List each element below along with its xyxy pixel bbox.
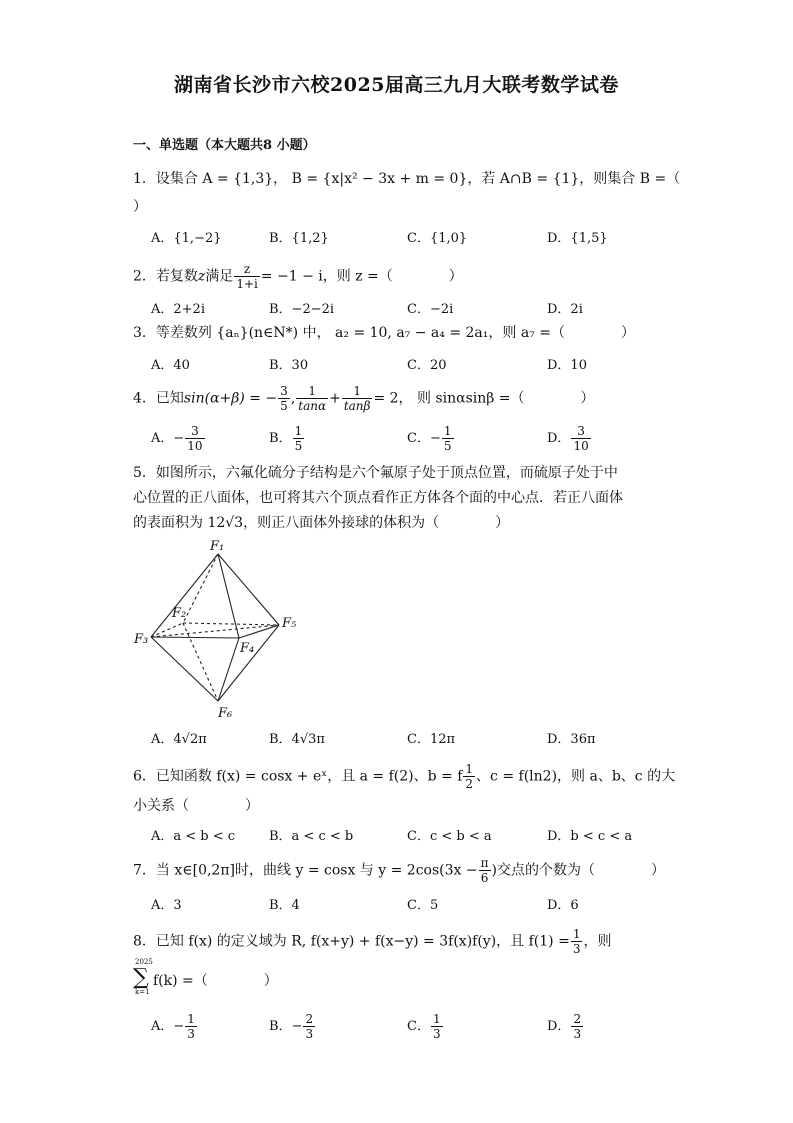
option-label: B． bbox=[269, 431, 292, 446]
frac-num: 2 bbox=[305, 1012, 314, 1026]
q2-pre: 2．若复数 bbox=[133, 268, 198, 285]
q7-frac-den: 6 bbox=[480, 871, 489, 885]
q6-frac-num: 1 bbox=[465, 762, 474, 776]
question-5-line-3: 的表面积为 12√3，则正八面体外接球的体积为（ ） bbox=[133, 515, 510, 531]
option-a[interactable] bbox=[151, 424, 206, 453]
question-1-stem: 1．设集合 A = {1,3}， B = {x|x² − 3x + m = 0}，若 A∩B = {1}，则集合 B =（ bbox=[133, 171, 681, 187]
question-7-stem: 7．当 x∈[0,2π]时，曲线 y = cosx 与 y = 2cos(3x − $\frac{\pi}{6}$ )交点的个数为（ ） bbox=[133, 856, 665, 885]
vertex-label-f4: F₄ bbox=[240, 641, 255, 656]
q4-f3-den: tanβ bbox=[343, 399, 371, 413]
q7-pre: 7．当 x∈[0,2π]时，曲线 y = cosx 与 y = 2cos bbox=[133, 862, 440, 879]
question-1-options bbox=[151, 227, 631, 249]
frac-den: 3 bbox=[432, 1027, 441, 1041]
option-label: A． bbox=[151, 431, 174, 446]
option-c[interactable]: C．{1,0} bbox=[407, 231, 468, 246]
option-fraction bbox=[442, 424, 454, 453]
option-label: D． bbox=[547, 1019, 571, 1034]
q8-frac-den: 3 bbox=[572, 942, 581, 956]
option-sign: − bbox=[429, 431, 441, 446]
option-d[interactable] bbox=[547, 1012, 584, 1041]
option-d[interactable]: D．b < c < a bbox=[547, 829, 633, 844]
option-a[interactable]: A．3 bbox=[151, 898, 182, 913]
option-c[interactable] bbox=[407, 1012, 444, 1041]
question-1-stem-cont: ） bbox=[133, 199, 147, 215]
edge bbox=[151, 637, 239, 638]
question-2-stem bbox=[133, 262, 463, 291]
q4-post: = 2， 则 sinαsinβ =（ ） bbox=[373, 390, 595, 407]
question-8-stem bbox=[133, 927, 611, 956]
q2-frac-den: 1+i bbox=[236, 277, 258, 291]
sum-upper-limit: 2025 bbox=[135, 958, 153, 966]
octahedron-figure bbox=[125, 535, 315, 725]
q6-pre: 6．已知函数 f(x) = cosx + eˣ，且 a = f(2)、b = f bbox=[133, 768, 463, 785]
hidden-edge bbox=[183, 554, 218, 623]
option-a[interactable]: A．4√2π bbox=[151, 732, 207, 747]
option-label: B． bbox=[269, 1019, 292, 1034]
option-d[interactable]: D．{1,5} bbox=[547, 231, 608, 246]
q2-var: z bbox=[197, 268, 206, 285]
frac-den: 5 bbox=[443, 439, 452, 453]
frac-den: 3 bbox=[305, 1027, 314, 1041]
option-sign: − bbox=[291, 1019, 303, 1034]
option-fraction bbox=[571, 1012, 583, 1041]
vertex-label-f3: F₃ bbox=[134, 632, 149, 647]
q4-part1: sin(α+β) = − bbox=[183, 390, 278, 407]
question-4-options bbox=[151, 424, 631, 460]
option-fraction bbox=[185, 424, 204, 453]
vertex-label-f1: F₁ bbox=[210, 539, 225, 554]
question-3-options bbox=[151, 354, 631, 376]
page-title: 湖南省长沙市六校2025届高三九月大联考数学试卷 bbox=[174, 74, 619, 96]
hidden-edge bbox=[183, 623, 279, 625]
option-a[interactable]: A．2+2i bbox=[151, 302, 205, 317]
q4-f2-den: tanα bbox=[298, 399, 327, 413]
q2-frac-num: z bbox=[234, 262, 260, 277]
option-fraction bbox=[185, 1012, 197, 1041]
q2-fraction bbox=[234, 262, 260, 291]
question-5-options bbox=[151, 728, 631, 750]
option-c[interactable]: C．5 bbox=[407, 898, 439, 913]
q4-frac-1 bbox=[278, 384, 290, 413]
q6-post: 、c = f(ln2)，则 a、b、c 的大 bbox=[476, 768, 676, 785]
question-5-line-1: 5．如图所示，六氟化硫分子结构是六个氟原子处于顶点位置，而硫原子处于中 bbox=[133, 465, 618, 481]
question-6-options bbox=[151, 825, 631, 847]
option-d[interactable]: D．10 bbox=[547, 358, 587, 373]
option-label: C． bbox=[407, 431, 430, 446]
q4-frac-2 bbox=[296, 384, 328, 413]
q8-pre: 8．已知 f(x) 的定义域为 R, f(x+y) + f(x−y) = 3f(x)f(y)，且 f(1) = bbox=[133, 933, 570, 950]
question-2-options bbox=[151, 298, 631, 320]
q8-frac-num: 1 bbox=[572, 927, 581, 941]
frac-num: 1 bbox=[432, 1012, 441, 1026]
question-3-stem: 3．等差数列 {aₙ}(n∈N*) 中， a₂ = 10, a₇ − a₄ = 2a₁，则 a₇ =（ ） bbox=[133, 325, 635, 341]
frac-num: 1 bbox=[294, 424, 303, 438]
option-d[interactable]: D．2i bbox=[547, 302, 583, 317]
q8-fraction bbox=[571, 927, 583, 956]
frac-num: 3 bbox=[571, 424, 590, 439]
edge bbox=[151, 554, 218, 637]
frac-num: 1 bbox=[187, 1012, 195, 1026]
hidden-edge bbox=[183, 623, 218, 701]
option-a[interactable]: A．{1,−2} bbox=[151, 231, 222, 246]
q4-pre: 4．已知 bbox=[133, 390, 184, 407]
q7-post: 交点的个数为（ ） bbox=[496, 862, 665, 879]
option-b[interactable] bbox=[269, 424, 305, 453]
option-a[interactable]: A．40 bbox=[151, 358, 190, 373]
question-4-stem: 4．已知sin(α+β) = − $\frac{3}{5}$ , $\frac{1}{\tan\alpha}$ + $\frac{1}{\tan\beta}$ = 2， 则 sinαsinβ =（ ） bbox=[133, 384, 595, 413]
option-d[interactable] bbox=[547, 424, 592, 453]
option-c[interactable]: C．12π bbox=[407, 732, 456, 747]
question-5-line-2: 心位置的正八面体，也可将其六个顶点看作正方体各个面的中心点．若正八面体 bbox=[133, 490, 623, 506]
option-b[interactable]: B．{1,2} bbox=[269, 231, 329, 246]
edge bbox=[218, 625, 279, 701]
vertex-label-f5: F₅ bbox=[282, 616, 297, 631]
q4-f3-num: 1 bbox=[342, 384, 373, 399]
q7-fraction bbox=[479, 856, 491, 885]
q7-frac-num: π bbox=[480, 856, 489, 870]
q6-fraction bbox=[463, 762, 475, 791]
option-fraction bbox=[571, 424, 590, 453]
frac-den: 3 bbox=[573, 1027, 582, 1041]
option-c[interactable]: C．c < b < a bbox=[407, 829, 492, 844]
question-6-stem bbox=[133, 762, 675, 791]
option-b[interactable]: B．a < c < b bbox=[269, 829, 354, 844]
option-fraction bbox=[293, 424, 305, 453]
option-sign: − bbox=[173, 431, 185, 446]
option-d[interactable]: D．6 bbox=[547, 898, 579, 913]
section-heading: 一、单选题（本大题共8 小题） bbox=[133, 138, 316, 153]
edge bbox=[218, 638, 239, 701]
option-c[interactable]: C．20 bbox=[407, 358, 447, 373]
option-sign: − bbox=[173, 1019, 185, 1034]
frac-den: 10 bbox=[573, 439, 589, 453]
question-7-options bbox=[151, 894, 631, 916]
option-c[interactable]: C．−2i bbox=[407, 302, 454, 317]
sum-body: f(k) =（ ） bbox=[153, 973, 278, 989]
q8-post: ，则 bbox=[583, 933, 612, 950]
option-b[interactable]: B．4√3π bbox=[269, 732, 325, 747]
frac-num: 2 bbox=[573, 1012, 582, 1026]
sigma-icon: ∑ bbox=[133, 965, 149, 990]
q4-f2-num: 1 bbox=[296, 384, 328, 399]
vertex-label-f2: F₂ bbox=[172, 606, 187, 621]
q6-frac-den: 2 bbox=[465, 777, 474, 791]
sum-lower-limit: k=1 bbox=[135, 988, 150, 996]
q2-mid: 满足 bbox=[205, 268, 234, 285]
q4-f1-num: 3 bbox=[280, 384, 288, 398]
question-8-options bbox=[151, 1012, 631, 1048]
q4-frac-3 bbox=[342, 384, 373, 413]
option-d[interactable]: D．36π bbox=[547, 732, 596, 747]
frac-num: 3 bbox=[185, 424, 204, 439]
option-label: C． bbox=[407, 1019, 430, 1034]
q7-inner: 3x − bbox=[444, 862, 478, 879]
frac-den: 3 bbox=[187, 1027, 195, 1041]
question-6-line-2: 小关系（ ） bbox=[133, 798, 259, 814]
frac-den: 10 bbox=[187, 439, 203, 453]
option-c[interactable] bbox=[407, 424, 455, 453]
option-fraction bbox=[431, 1012, 443, 1041]
option-label: A． bbox=[151, 1019, 174, 1034]
frac-den: 5 bbox=[294, 439, 303, 453]
option-fraction bbox=[303, 1012, 315, 1041]
option-b[interactable]: B．30 bbox=[269, 358, 309, 373]
option-a[interactable] bbox=[151, 1012, 198, 1041]
option-b[interactable]: B．4 bbox=[269, 898, 300, 913]
q4-f1-den: 5 bbox=[280, 399, 288, 413]
option-b[interactable]: B．−2−2i bbox=[269, 302, 335, 317]
option-label: D． bbox=[547, 431, 571, 446]
q2-post: = −1 − i，则 z =（ ） bbox=[260, 268, 463, 285]
vertex-label-f6: F₆ bbox=[218, 706, 233, 721]
option-b[interactable] bbox=[269, 1012, 316, 1041]
edge bbox=[151, 637, 218, 701]
hidden-edge bbox=[151, 623, 183, 637]
option-a[interactable]: A．a < b < c bbox=[151, 829, 236, 844]
frac-num: 1 bbox=[443, 424, 452, 438]
